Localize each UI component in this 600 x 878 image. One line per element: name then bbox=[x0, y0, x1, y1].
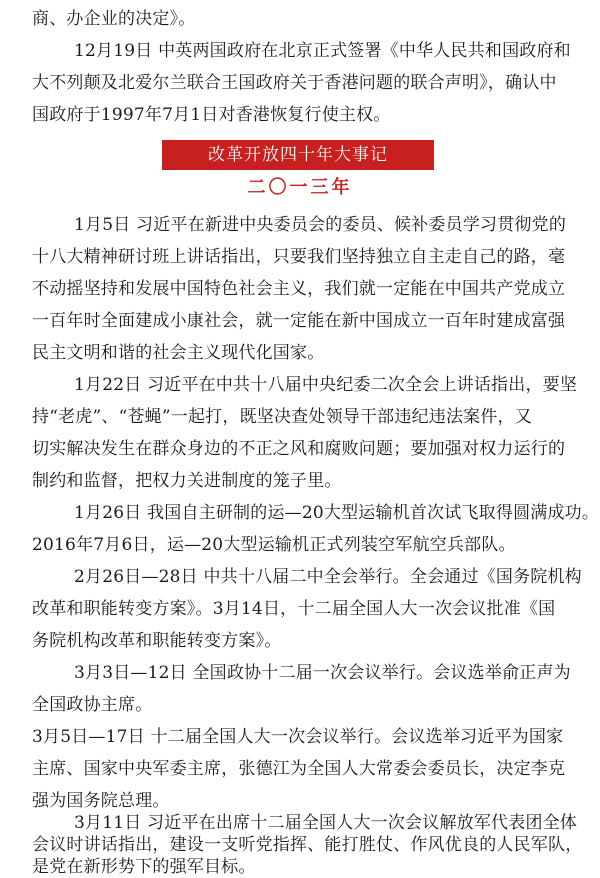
text-line: 3月5日—17日 十二届全国人大一次会议举行。会议选举习近平为国家 bbox=[32, 727, 564, 747]
text-line: 改革和职能转变方案》。3月14日，十二届全国人大一次会议批准《国 bbox=[32, 599, 556, 619]
text-line: 全国政协主席。 bbox=[32, 695, 153, 715]
section-banner: 改革开放四十年大事记 bbox=[162, 140, 434, 170]
text-line: 2016年7月6日，运—20大型运输机正式列装空军航空兵部队。 bbox=[32, 535, 516, 555]
text-line: 十八大精神研讨班上讲话指出，只要我们坚持独立自主走自己的路，毫 bbox=[32, 247, 566, 267]
text-line: 1月26日 我国自主研制的运—20大型运输机首次试飞取得圆满成功。 bbox=[74, 503, 600, 523]
text-line: 一百年时全面建成小康社会，就一定能在新中国成立一百年时建成富强 bbox=[32, 311, 566, 331]
text-line: 民主文明和谐的社会主义现代化国家。 bbox=[32, 343, 325, 363]
text-line: 不动摇坚持和发展中国特色社会主义，我们就一定能在中国共产党成立 bbox=[32, 279, 566, 299]
text-line: 大不列颠及北爱尔兰联合王国政府关于香港问题的联合声明》，确认中 bbox=[32, 73, 557, 93]
text-line: 12月19日 中英两国政府在北京正式签署《中华人民共和国政府和 bbox=[74, 41, 571, 61]
text-line: 主席、国家中央军委主席，张德江为全国人大常委会委员长，决定李克 bbox=[32, 759, 566, 779]
text-line: 是党在新形势下的强军目标。 bbox=[32, 857, 256, 877]
text-line: 制约和监督，把权力关进制度的笼子里。 bbox=[32, 471, 342, 491]
text-line: 强为国务院总理。 bbox=[32, 791, 170, 811]
text-line: 1月5日 习近平在新进中央委员会的委员、候补委员学习贯彻党的 bbox=[74, 215, 567, 235]
text-line: 3月3日—12日 全国政协十二届一次会议举行。会议选举俞正声为 bbox=[74, 663, 571, 683]
text-line: 切实解决发生在群众身边的不正之风和腐败问题；要加强对权力运行的 bbox=[32, 439, 566, 459]
text-line: 国政府于1997年7月1日对香港恢复行使主权。 bbox=[32, 105, 391, 125]
text-line: 商、办企业的决定》。 bbox=[32, 9, 196, 29]
text-line: 会议时讲话指出，建设一支听党指挥、能打胜仗、作风优良的人民军队， bbox=[32, 835, 583, 855]
text-line: 2月26日—28日 中共十八届二中全会举行。全会通过《国务院机构 bbox=[74, 567, 582, 587]
text-line: 持“老虎”、“苍蝇”一起打，既坚决查处领导干部违纪违法案件，又 bbox=[32, 407, 532, 427]
text-line: 务院机构改革和职能转变方案》。 bbox=[32, 631, 282, 651]
section-year: 二〇一三年 bbox=[247, 177, 353, 198]
text-line: 3月11日 习近平在出席十二届全国人大一次会议解放军代表团全体 bbox=[74, 813, 578, 833]
text-line: 1月22日 习近平在中共十八届中央纪委二次全会上讲话指出，要坚 bbox=[74, 375, 578, 395]
